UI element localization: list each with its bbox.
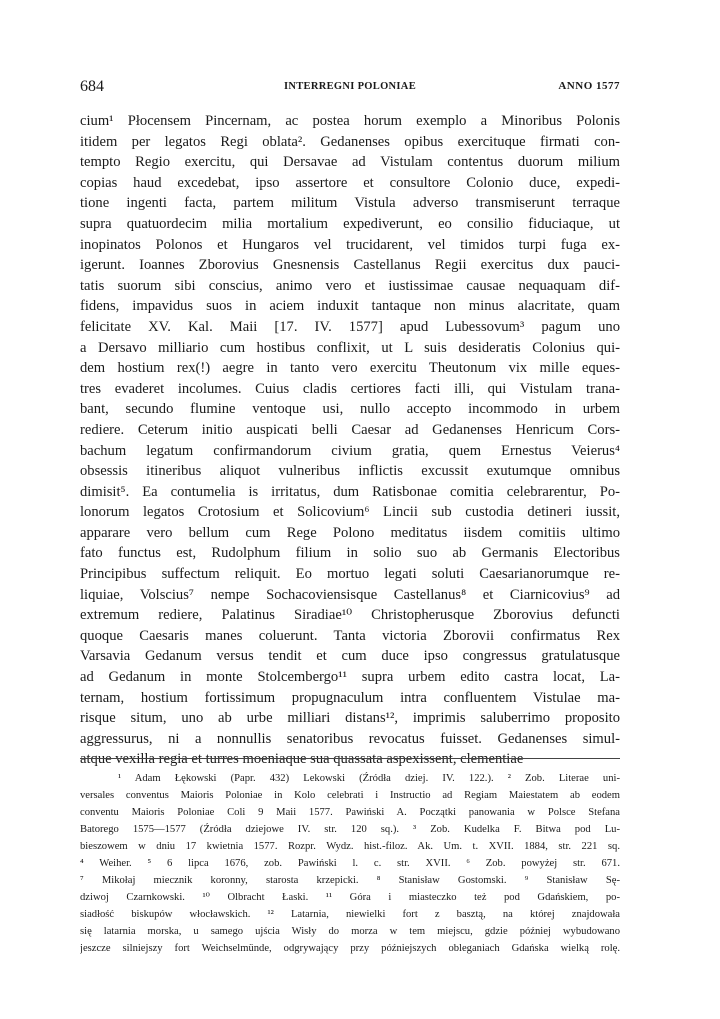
body-text-line: cium¹ Płocensem Pincernam, ac postea horum exemplo a Minoribus Polonis [80,113,620,129]
body-text-line: tatis suorum sibi conscius, animo vero et iustissimae causae nequaquam dif- [80,277,620,294]
body-text-line: fato functus est, Rudolphum filium in solio suo ab Germanis Electoribus [80,545,620,562]
body-text-line: atque vexilla regia et turres moeniaque sua quassata aspexissent, clementiae [80,751,524,768]
footnote-line: ¹ Adam Łękowski (Papr. 432) Lekowski (Źródła dziej. IV. 122.). ² Zob. Literae uni- [118,773,620,784]
body-text-line: a Dersavo milliario cum hostibus conflixit, ut L suis desideratis Colonius qui- [80,339,620,356]
footnote-line: siadłość biskupów włocławskich. ¹² Latarnia, niewielki fort z basztą, na której znajdowała [80,909,620,920]
main-text-block [80,111,620,770]
page-number: 684 [80,78,104,95]
footnote-line: ⁴ Weiher. ⁵ 6 lipca 1676, zob. Pawiński l. c. str. XVII. ⁶ Zob. powyżej str. 671. [80,858,620,869]
body-text-line: quoque Caesaris manes coluerunt. Tanta victoria Zborovii confirmatus Rex [80,627,620,644]
body-text-line: supra quatuordecim milia mortalium expediverunt, eo consilio fiduciaque, ut [80,215,620,232]
footnote-line: bieszowem w dniu 17 kwietnia 1577. Rozpr. Wydz. hist.-filoz. Ak. Um. t. XVII. 1884, str. 221 sq. [80,841,620,852]
body-text-line: tempto Regio exercitu, qui Dersavae ad Vistulam contentus duorum milium [80,154,620,171]
body-text-line: dimisit⁵. Ea contumelia is irritatus, dum Ratisbonae comitia celebrarentur, Po- [80,483,620,500]
body-text-line: liquiae, Volscius⁷ nempe Sochacoviensisque Castellanus⁸ et Ciarnicovius⁹ ad [80,586,620,603]
body-text-line: apparare vero bellum cum Rege Polono meditatus iisdem comitiis ultimo [80,524,620,541]
body-text-line: Varsavia Gedanum versus tendit et cum duce ipso congressus gratulatusque [80,648,620,665]
footnote-line: się latarnia morska, u samego ujścia Wisły do morza w tem miejscu, gdzie później wybudowano [80,926,620,937]
body-text-line: risque situm, uno ab urbe milliari distans¹², imprimis saluberrimo proposito [80,710,620,727]
footnote-line: Batorego 1575—1577 (Źródła dziejowe IV. str. 120 sq.). ³ Zob. Kudelka F. Bitwa pod Lu- [80,824,620,835]
body-text-line: tres evaderet incolumes. Cuius cladis certiores facti illi, qui Vistulam trana- [80,380,620,397]
running-title: INTERREGNI POLONIAE [283,81,416,92]
body-text-line: inopinatos Polonos et Hungaros vel trucidarent, vel timidos turpi fuga ex- [80,236,620,253]
body-text-line: obsessis itineribus aliquot vulneribus inflictis excussit exutumque omnibus [80,463,620,480]
body-text-line: bachum legatum confirmandorum civium gratia, quem Ernestus Veierus⁴ [80,442,620,459]
body-text-line: ad Gedanum in monte Stolcembergo¹¹ supra urbem edito castra locat, La- [80,669,620,686]
body-text-line: igerunt. Ioannes Zborovius Gnesnensis Castellanus Regii exercitus dux pauci- [80,257,620,274]
footnote-line: dziwoj Czarnkowski. ¹⁰ Olbracht Łaski. ¹¹ Góra i miasteczko też pod Gdańskiem, po- [80,892,620,903]
footnote-line: jeszcze silniejszy fort Weichselmünde, odgrywający przy późniejszych obleganiach Gdańska wielką rolę. [80,943,620,954]
body-text-line: ternam, hostium fortissimum propugnaculum intra confluentem Vistulae ma- [80,689,620,706]
body-text-line: bant, secundo flumine ventoque usi, nullo accepto incommodo in urbem [80,401,620,418]
body-text-line: lonorum legatos Crotosium et Solicovium⁶ Lincii sub custodia detineri iussit, [80,504,620,521]
body-text-line: rediere. Ceterum initio auspicati belli Caesar ad Gedanenses Henricum Cors- [80,421,620,438]
body-text-line: tione ingenti facta, partem militum Vistula adverso transmiserunt terraque [80,195,620,212]
body-text-line: Principibus suffectum reliquit. Eo mortuo legati soluti Caesarianorumque re- [80,566,620,583]
body-text-line: fidens, impavidus suos in aciem induxit tantaque non minus alacritate, quam [80,298,620,315]
footnote-line: conventu Maioris Poloniae Coli 9 Maii 1577. Pawiński A. Początki panowania w Polsce Stefana [80,807,620,818]
body-text-line: copias haud excedebat, ipso assertore et consultore Colonio duce, expedi- [80,174,620,191]
body-text-line: extremum rediere, Palatinus Siradiae¹⁰ Christopherusque Zborovius defuncti [80,607,620,624]
body-text-line: felicitate XV. Kal. Maii [17. IV. 1577] apud Lubessovum³ pagum uno [80,318,620,335]
body-text-line: dem hostium rex(!) aegre in tanto vero exercitu Theutonum vix mille eques- [80,360,620,377]
body-text-line: aggressurus, ni a nonnullis senatoribus revocatus fuisset. Gedanenses simul- [80,730,620,747]
footnotes-block [80,770,620,957]
footnote-line: ⁷ Mikołaj miecznik koronny, starosta krzepicki. ⁸ Stanisław Gostomski. ⁹ Stanisław Sę- [80,875,620,886]
footnote-divider [80,758,620,759]
body-text-line: itidem per legatos Regi oblata². Gedanenses opibus exercituque firmati con- [80,133,620,150]
running-year: ANNO 1577 [558,80,620,92]
page-header [80,78,620,100]
footnote-line: versales conventus Maioris Poloniae in Kolo celebrati i Instructio ad Regiam Maiestatem ab eodem [80,790,620,801]
